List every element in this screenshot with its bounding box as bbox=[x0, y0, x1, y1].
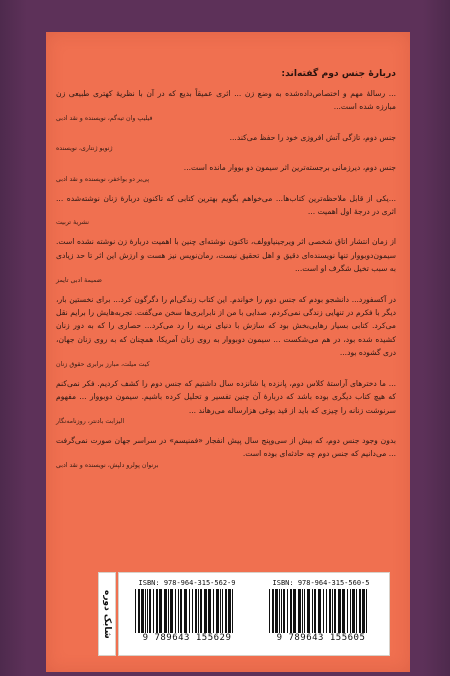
barcode-left-graphic bbox=[131, 589, 243, 633]
quote-text: بدون وجود جنس دوم، که بیش از سی‌وپنج سال پیش انفجار «فمنیسم» در سراسر جهان صورت نمی‌گرفت ... می‌دانیم که جنس دوم چه حادثه‌ای بوده است. bbox=[56, 435, 396, 459]
quote-text: از زمان انتشار اتاق شخصی اثر ویرجینیاوولف، تاکنون نوشته‌ای چنین با اهمیت دربارهٔ زن نوشته نشده است. سیمون‌دوبووار تنها نویسنده‌ای دقیق و اهل تحقیق نیست، رمان‌نویس نیز هست و ارزش این اثر تا حد زیادی به سبب تخیل شگرف او است... bbox=[56, 237, 396, 274]
quote-source: ژنویو ژنتاری، نویسنده bbox=[56, 145, 113, 153]
barcode-number-right: 9 789643 155605 bbox=[276, 633, 366, 643]
quote-text: جنس دوم، دیرزمانی برجسته‌ترین اثر سیمون دو بووار مانده است... bbox=[183, 163, 396, 173]
quote-text: جنس دوم، تازگی آتش افروزی خود را حفظ می‌کند... bbox=[229, 132, 396, 142]
quote-block bbox=[56, 293, 396, 370]
barcode-right-graphic bbox=[265, 589, 377, 633]
quote-source: الیزابت بادنتر، روزنامه‌نگار bbox=[56, 417, 125, 425]
quote-source: فیلیپ وان تیه‌گم، نویسنده و نقد ادبی bbox=[56, 114, 153, 122]
quote-text: ...یکی از قابل ملاحظه‌ترین کتاب‌ها... می‌خواهم بگویم بهترین کتابی که تاکنون دربارهٔ زنان نوشته‌شده ... اثری در درجهٔ اول اهمیت ... bbox=[56, 193, 396, 217]
quotes-section bbox=[56, 68, 396, 478]
quote-text: ... ما دخترهای آراستهٔ کلاس دوم، پانزده یا شانزده سال داشتیم که جنس دوم را کشف کردیم. فکر نمی‌کنم که هیچ کتاب دیگری بوده باشد که دربارهٔ آن چنین تفسیر و تحلیل کرده باشیم. سیمون دوبووار ... مفهوم سرنوشت زنانه را چیزی که باید از قید بوغی هزارساله می‌رهاند ... bbox=[56, 378, 396, 415]
barcode-left bbox=[125, 579, 249, 649]
isbn-label-left: ISBN: 978-964-315-562-9 bbox=[138, 579, 236, 587]
quote-block bbox=[56, 87, 396, 124]
section-heading: دربارهٔ جنس دوم گفته‌اند: bbox=[281, 68, 396, 79]
quotes-list bbox=[56, 87, 396, 471]
series-isbn-label: شابک دوره bbox=[98, 572, 116, 656]
quote-source: کیت میلت، مبارز برابری حقوق زنان bbox=[56, 360, 150, 368]
quote-text: در آکسفورد... دانشجو بودم که جنس دوم را خواندم. این کتاب زندگی‌ام را دگرگون کرد... برای نخستین بار، دیگر با فکرم در تنهایی زندگی نمی‌کردم. صدایی با من از نابرابری‌ها سخن می‌گفت. تجربه‌هایش را برایم نقل می‌کرد. کتابی بسیار رهایی‌بخش بود که سازش با دنیای نرینه را رد می‌کرد... حصاری را که به دور زنان کشیده شده بود، در هم می‌شکست ... سیمون دوبووار به روی زنان آمریکا، همچنان که به روی زنان جهان، دری گشوده بود... bbox=[56, 294, 396, 358]
quote-block bbox=[56, 131, 396, 154]
barcode-number-left: 9 789643 155629 bbox=[142, 633, 232, 643]
quote-block bbox=[56, 192, 396, 229]
barcode-right bbox=[259, 579, 383, 649]
isbn-label-right: ISBN: 978-964-315-560-5 bbox=[272, 579, 370, 587]
quote-block bbox=[56, 434, 396, 471]
quote-block bbox=[56, 235, 396, 285]
quote-text: ... رسالهٔ مهم و اختصاص‌داده‌شده به وضع زن ... اثری عمیقاً بدیع که در آن با نظریهٔ کهتری طبیعی زن مبارزه شده است... bbox=[56, 89, 396, 112]
quote-block bbox=[56, 161, 396, 184]
quote-source: ضمیمهٔ ادبی تایمز bbox=[56, 276, 102, 284]
quote-source: برنوان پولرو دلپش، نویسنده و نقد ادبی bbox=[56, 461, 159, 469]
quote-source: نشریهٔ تربیت bbox=[56, 219, 90, 227]
quote-block bbox=[56, 377, 396, 427]
quote-source: پی‌یر دو بواخفر، نویسنده و نقد ادبی bbox=[56, 175, 150, 183]
barcode-area bbox=[118, 572, 390, 656]
